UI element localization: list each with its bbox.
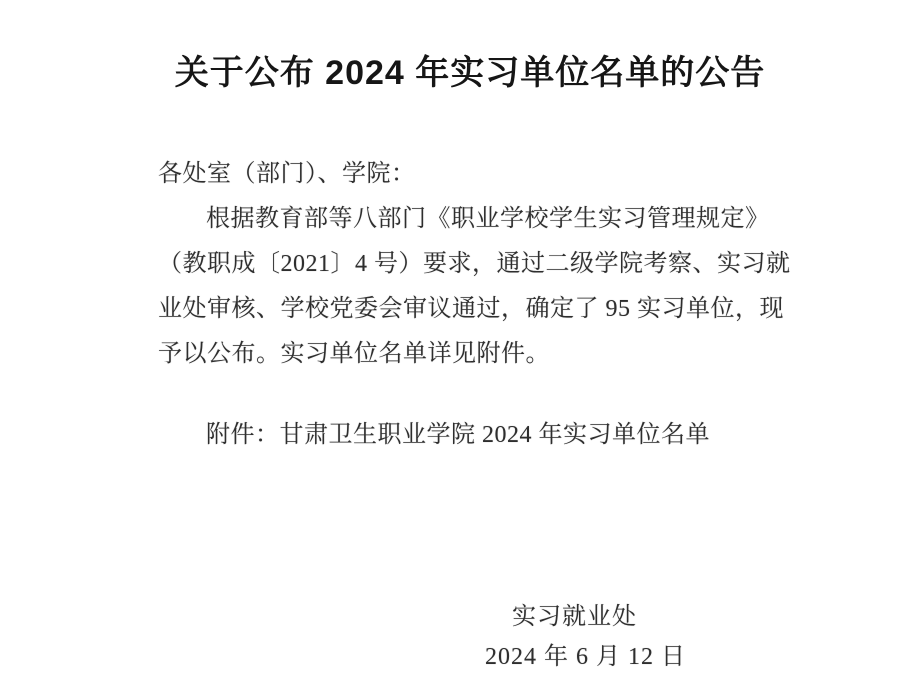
document-title: 关于公布 2024 年实习单位名单的公告 [174,54,766,92]
attachment-line: 附件：甘肃卫生职业学院 2024 年实习单位名单 [206,422,710,448]
body-line: 业处审核、学校党委会审议通过，确定了 95 实习单位，现 [158,296,784,322]
body-line: （教职成〔2021〕4 号）要求，通过二级学院考察、实习就 [158,251,791,277]
salutation-line: 各处室（部门）、学院： [158,161,416,187]
document-body [158,152,791,377]
signature-date: 2024 年 6 月 12 日 [485,644,686,670]
signature-department: 实习就业处 [512,604,637,630]
body-line: 根据教育部等八部门《职业学校学生实习管理规定》 [206,206,770,232]
body-line: 予以公布。实习单位名单详见附件。 [158,341,550,367]
